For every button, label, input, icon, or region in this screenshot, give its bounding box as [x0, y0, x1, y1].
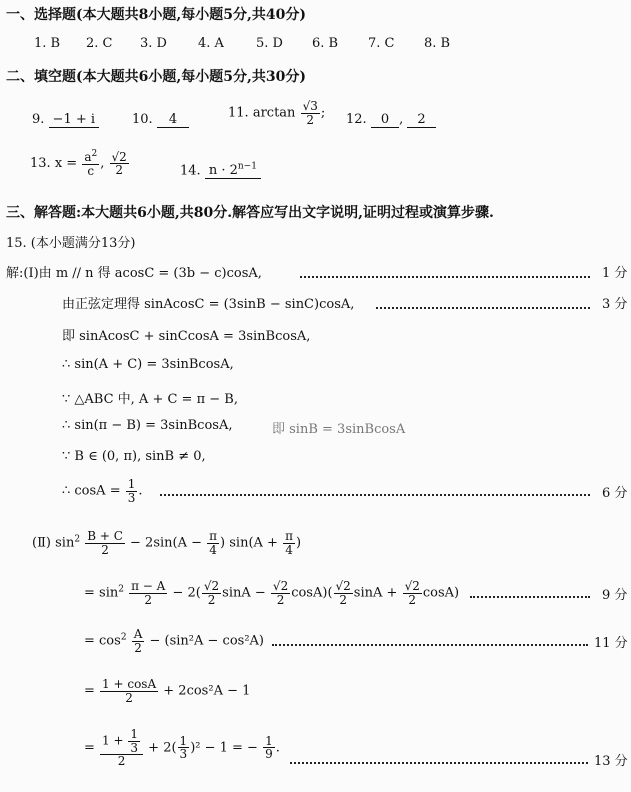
l9-two-d: 2	[408, 592, 417, 607]
l12-den: 2	[117, 754, 126, 769]
l12-inner-num: 1	[130, 727, 139, 741]
q13-root-den: 2	[115, 163, 123, 178]
l9-prefix: = sin	[84, 585, 119, 601]
section1-heading: 一、选择题(本大题共8小题,每小题5分,共40分)	[6, 7, 306, 23]
l9-two-b: 2	[276, 592, 285, 607]
part2-frac2-num: π	[209, 529, 218, 543]
part1-prefix: 解:(Ⅰ)由	[6, 266, 52, 281]
l12-end: )² − 1 = −	[190, 740, 258, 756]
q13-prefix: x =	[54, 156, 78, 172]
part1-line4: ∴ sin(A + C) = 3sinBcosA,	[62, 357, 234, 372]
l9-frac-num: π − A	[131, 579, 166, 593]
leader-dots	[376, 307, 590, 309]
l9-root-frac-d	[403, 580, 422, 606]
q11-denominator: 2	[306, 112, 315, 127]
part2-line10	[84, 628, 264, 654]
q11-numerator: √3	[302, 99, 318, 113]
cosA-fraction	[126, 478, 138, 504]
q10-number: 10.	[132, 112, 153, 127]
q12-separator: ,	[399, 112, 404, 127]
l12-result-den: 9	[265, 747, 273, 762]
part2-frac1-den: 2	[101, 542, 109, 557]
l9-frac-den: 2	[144, 592, 153, 607]
score-5: 11 分	[594, 636, 628, 651]
l12-mid: + 2(	[148, 740, 177, 756]
answer-6: 6. B	[312, 36, 339, 51]
q14-answer: n · 2	[208, 163, 238, 179]
leader-dots	[160, 494, 590, 496]
leader-dots	[272, 644, 588, 646]
q12-number: 12.	[346, 112, 367, 127]
l9-root-frac-b	[271, 580, 290, 606]
q15-title: 15. (本小题满分13分)	[6, 236, 136, 251]
l11-post: + 2cos²A − 1	[163, 683, 251, 699]
part2-prefix: (Ⅱ) sin	[32, 535, 75, 551]
l12-inner-frac	[128, 728, 140, 754]
answer-3: 3. D	[140, 36, 167, 51]
q13	[30, 150, 130, 177]
part1-line3: 即 sinAcosC + sinCcosA = 3sinBcosA,	[62, 329, 311, 344]
score-4: 9 分	[602, 588, 628, 603]
part1-line5: ∵ △ABC 中, A + C = π − B,	[62, 392, 238, 407]
part2-line12	[84, 728, 280, 768]
answer-5: 5. D	[256, 36, 283, 51]
l12-dot: .	[275, 740, 280, 756]
l10-frac-den: 2	[134, 640, 142, 655]
score-2: 3 分	[602, 297, 628, 312]
leader-dots	[470, 596, 590, 598]
q9	[32, 112, 99, 127]
q13-root-num: √2	[111, 149, 127, 164]
answer-8: 8. B	[424, 36, 451, 51]
l12-prefix: =	[84, 740, 95, 756]
part2-frac3-num: π	[285, 529, 293, 543]
l9-root-frac-c	[334, 580, 353, 606]
q9-number: 9.	[32, 112, 45, 127]
l12-mid-num: 1	[179, 733, 188, 748]
part2-frac1-num: B + C	[87, 529, 123, 543]
l9-root-frac-a	[202, 580, 221, 606]
cosA-num: 1	[127, 477, 136, 491]
l10-frac	[132, 628, 145, 654]
part2-mid: − 2sin(A −	[130, 535, 203, 551]
score-1: 1 分	[602, 266, 628, 281]
q11-fraction	[301, 100, 320, 126]
section3-heading: 三、解答题:本大题共6小题,共80分.解答应写出文字说明,证明过程或演算步骤.	[6, 205, 494, 221]
q13-separator: ,	[100, 156, 105, 172]
q13-fraction-a	[82, 150, 99, 177]
q12-answer2: 2	[407, 112, 435, 128]
part2-frac3-den: 4	[285, 542, 293, 557]
l10-prefix: = cos	[84, 633, 121, 649]
q11	[228, 100, 325, 126]
part1-line2: 由正弦定理得 sinAcosC = (3sinB − sinC)cosA,	[62, 297, 355, 312]
q13-number: 13.	[30, 156, 51, 172]
cosA-period: .	[138, 483, 143, 499]
leader-dots	[300, 276, 590, 278]
l9-frac	[129, 580, 167, 606]
q10	[132, 112, 189, 127]
l12-mid-frac	[178, 735, 190, 761]
q14-number: 14.	[180, 163, 201, 179]
l12-result-num: 1	[265, 733, 273, 748]
part2-mid2: ) sin(A +	[220, 535, 278, 551]
part1-line8	[62, 478, 143, 504]
q13-fraction-root	[110, 151, 129, 177]
q13-c: c	[87, 163, 95, 178]
l10-post: − (sin²A − cos²A)	[149, 633, 265, 649]
part2-frac3	[283, 530, 295, 556]
score-3: 6 分	[602, 486, 628, 501]
l12-result-frac	[263, 735, 275, 761]
q10-answer: 4	[157, 112, 189, 128]
leader-dots	[290, 762, 588, 764]
l9-root-d: √2	[404, 579, 420, 593]
part1-line1-text: m // n 得 acosC = (3b − c)cosA,	[55, 266, 262, 281]
part1-line1	[6, 262, 262, 281]
q12-answer1: 0	[371, 112, 399, 128]
part2-expression	[32, 530, 301, 556]
answer-2: 2. C	[86, 36, 113, 51]
q12	[346, 112, 436, 127]
l9-root-c: √2	[335, 579, 351, 593]
l9-d: cosA)	[422, 585, 460, 601]
l9-mid: − 2(	[172, 585, 201, 601]
part2-frac2-den: 4	[209, 542, 217, 557]
part1-line6: ∴ sin(π − B) = 3sinBcosA,	[62, 418, 233, 433]
part2-sup: 2	[74, 534, 81, 545]
q11-prefix: arctan	[252, 105, 296, 121]
l9-root-a: √2	[203, 579, 220, 593]
l9-b: cosA)(	[291, 585, 333, 601]
l9-sup: 2	[118, 584, 124, 595]
part2-frac1	[85, 530, 125, 556]
part1-line7: ∵ B ∈ (0, π), sinB ≠ 0,	[62, 449, 206, 464]
q14	[180, 162, 261, 178]
l9-c: sinA +	[353, 585, 398, 601]
l9-root-b: √2	[272, 579, 289, 593]
l11-frac-num: 1 + cosA	[102, 677, 157, 691]
section2-heading: 二、填空题(本大题共6小题,每小题5分,共30分)	[6, 69, 306, 85]
l12-compound-frac	[100, 728, 143, 768]
answer-7: 7. C	[368, 36, 395, 51]
l10-frac-num: A	[133, 627, 143, 641]
q9-answer: −1 + i	[49, 112, 99, 128]
l11-frac	[100, 678, 158, 704]
part2-line11	[84, 678, 250, 704]
l11-frac-den: 2	[125, 690, 133, 705]
l9-a: sinA −	[222, 585, 266, 601]
part2-line9	[84, 580, 459, 606]
q13-a: a	[84, 150, 92, 164]
l9-two-a: 2	[207, 592, 216, 607]
l12-inner-den: 3	[130, 740, 139, 755]
part2-frac2	[207, 530, 219, 556]
q14-answer-sup: n−1	[237, 162, 257, 172]
l10-sup: 2	[120, 632, 127, 643]
part1-line6-note: 即 sinB = 3sinBcosA	[272, 422, 406, 437]
q11-suffix: ;	[320, 105, 326, 121]
l11-prefix: =	[84, 683, 95, 699]
answer-4: 4. A	[198, 36, 224, 51]
score-6: 13 分	[594, 754, 628, 769]
cosA-label: ∴ cosA =	[62, 483, 121, 499]
l9-two-c: 2	[339, 592, 347, 607]
answer-1: 1. B	[34, 36, 61, 51]
l12-top: 1 +	[102, 733, 124, 748]
q13-a-sup: 2	[91, 149, 98, 159]
q11-number: 11.	[228, 105, 249, 121]
l12-mid-den: 3	[179, 747, 188, 762]
part2-end: )	[295, 535, 302, 551]
cosA-den: 3	[127, 490, 136, 505]
